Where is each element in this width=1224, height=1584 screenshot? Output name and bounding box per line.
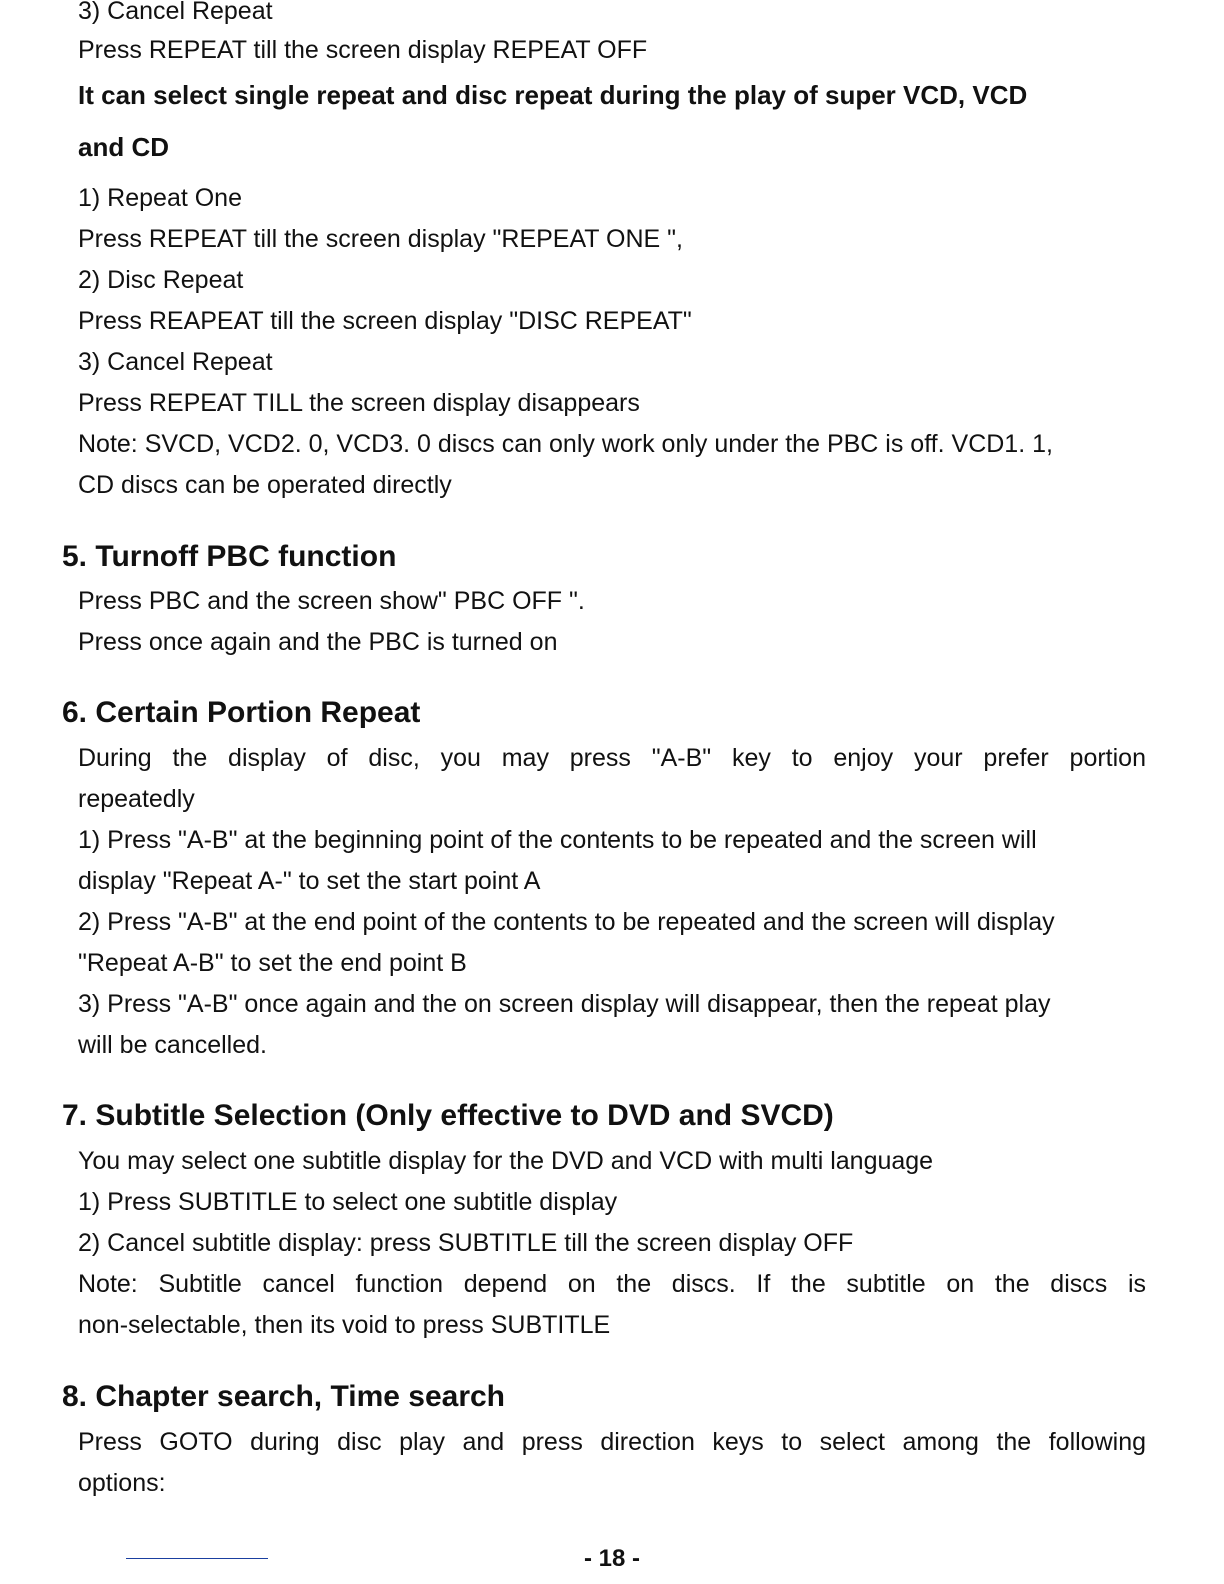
cancel-repeat-heading: 3) Cancel Repeat [78,0,273,25]
pbc-note-line1: Note: SVCD, VCD2. 0, VCD3. 0 discs can only work only under the PBC is off. VCD1. 1, [78,430,1053,458]
section7-step1: 1) Press SUBTITLE to select one subtitle display [78,1188,618,1216]
section6-title: 6. Certain Portion Repeat [62,696,421,729]
section6-step1-line2: display "Repeat A-" to set the start point A [78,867,541,895]
page-number: - 18 - [583,1545,640,1572]
vcd-repeat-intro-line1: It can select single repeat and disc repeat during the play of super VCD, VCD [78,80,1028,110]
section5-title: 5. Turnoff PBC function [62,540,397,573]
repeat-one-heading: 1) Repeat One [78,184,242,212]
pbc-note-line2: CD discs can be operated directly [78,471,452,499]
section5-line1: Press PBC and the screen show" PBC OFF ". [78,587,585,615]
section7-step2: 2) Cancel subtitle display: press SUBTITLE till the screen display OFF [78,1229,854,1257]
section6-intro-line1: During the display of disc, you may press "A-B" key to enjoy your prefer portion [78,744,1146,772]
section5-line2: Press once again and the PBC is turned on [78,628,558,656]
repeat-one-text: Press REPEAT till the screen display "REPEAT ONE ", [78,225,683,253]
section7-intro: You may select one subtitle display for the DVD and VCD with multi language [78,1147,934,1175]
cancel-repeat-text: Press REPEAT till the screen display REPEAT OFF [78,36,648,64]
section8-line1: Press GOTO during disc play and press direction keys to select among the following [78,1428,1146,1456]
section7-note-line2: non-selectable, then its void to press SUBTITLE [78,1311,611,1339]
section8-line2: options: [78,1469,166,1497]
section7-title: 7. Subtitle Selection (Only effective to DVD and SVCD) [62,1099,834,1132]
section8-title: 8. Chapter search, Time search [62,1380,505,1413]
section6-step2-line1: 2) Press "A-B" at the end point of the contents to be repeated and the screen will display [78,908,1055,936]
section6-step2-line2: "Repeat A-B" to set the end point B [78,949,467,977]
cancel-repeat2-text: Press REPEAT TILL the screen display disappears [78,389,640,417]
section6-intro-line2: repeatedly [78,785,195,813]
section6-step1-line1: 1) Press "A-B" at the beginning point of the contents to be repeated and the screen will [78,826,1037,854]
cancel-repeat2-heading: 3) Cancel Repeat [78,348,273,376]
section6-step3-line1: 3) Press "A-B" once again and the on screen display will disappear, then the repeat play [78,990,1051,1018]
disc-repeat-text: Press REAPEAT till the screen display "DISC REPEAT" [78,307,692,335]
section7-note-line1: Note: Subtitle cancel function depend on the discs. If the subtitle on the discs is [78,1270,1146,1298]
section6-step3-line2: will be cancelled. [78,1031,267,1059]
disc-repeat-heading: 2) Disc Repeat [78,266,244,294]
vcd-repeat-intro-line2: and CD [78,132,169,162]
footer-rule [126,1558,268,1559]
